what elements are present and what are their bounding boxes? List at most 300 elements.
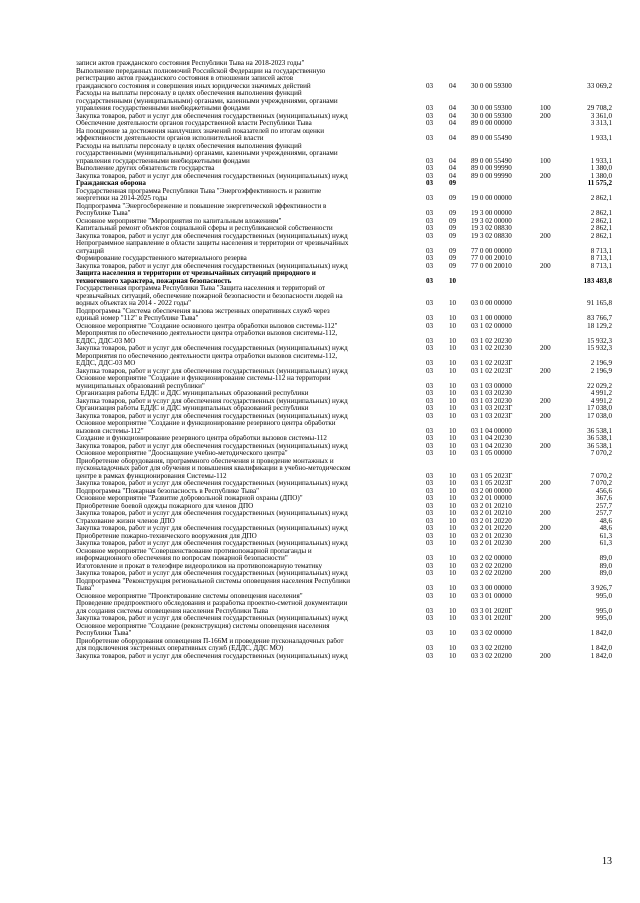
row-amount: 1 842,0 xyxy=(590,629,612,637)
row-name: Основное мероприятие "Развитие добровольной пожарной охраны (ДПО)" xyxy=(76,495,303,502)
row-target-article: 89 0 00 99990 xyxy=(471,171,512,180)
row-section: 03 xyxy=(426,584,434,592)
row-target-article: 03 2 02 00000 xyxy=(471,554,512,562)
row-section: 03 xyxy=(426,156,434,165)
row-subsection: 10 xyxy=(449,471,457,480)
row-amount: 36 538,1 xyxy=(587,434,612,442)
row-expense-type: 200 xyxy=(540,614,551,622)
row-name: Закупка товаров, работ и услуг для обеспечения государственных (муниципальных) нужд xyxy=(76,652,348,660)
row-expense-type: 200 xyxy=(540,231,551,240)
row-name: Основное мероприятие "Совершенствование противопожарной пропаганды и xyxy=(76,547,312,555)
row-subsection: 04 xyxy=(449,119,457,127)
table-row xyxy=(0,188,640,196)
row-name: Государственная программа Республики Тыва "Энергоэффективность и развитие xyxy=(76,187,322,195)
row-section: 03 xyxy=(426,366,434,375)
row-subsection: 04 xyxy=(449,111,457,120)
table-row xyxy=(0,510,640,518)
row-subsection: 10 xyxy=(449,561,457,570)
row-section: 03 xyxy=(426,314,434,322)
row-section: 03 xyxy=(426,231,434,240)
row-section: 03 xyxy=(426,561,434,570)
row-name: ситуаций xyxy=(76,247,104,255)
row-section: 03 xyxy=(426,471,434,480)
row-section: 03 xyxy=(426,209,434,217)
row-name: Закупка товаров, работ и услуг для обеспечения государственных (муниципальных) нужд xyxy=(76,232,348,240)
row-name: Закупка товаров, работ и услуг для обеспечения государственных (муниципальных) нужд xyxy=(76,615,348,622)
row-target-article: 03 3 01 2020Г xyxy=(471,614,513,622)
row-name: Основное мероприятие "Создание и функционирование системы-112 на территории xyxy=(76,375,331,382)
row-amount: 2 862,1 xyxy=(590,216,612,225)
row-target-article: 89 0 00 00000 xyxy=(471,119,512,127)
row-name: Закупка товаров, работ и услуг для обеспечения государственных (муниципальных) нужд xyxy=(76,172,348,180)
row-target-article: 03 3 02 00000 xyxy=(471,629,512,637)
row-name: Закупка товаров, работ и услуг для обеспечения государственных (муниципальных) нужд xyxy=(76,412,348,420)
row-subsection: 10 xyxy=(449,606,457,615)
table-row xyxy=(0,218,640,226)
row-amount: 1 933,1 xyxy=(590,134,612,142)
row-name: Основное мероприятие "Создание основного центра обработки вызовов системы-112" xyxy=(76,322,338,330)
row-expense-type: 200 xyxy=(540,569,551,577)
row-amount: 2 196,9 xyxy=(590,359,612,367)
row-name: Приобретение боевой одежды пожарного для членов ДПО xyxy=(76,502,254,510)
row-subsection: 10 xyxy=(449,651,457,660)
row-amount: 257,7 xyxy=(596,501,612,510)
row-subsection: 10 xyxy=(449,321,457,330)
row-expense-type: 100 xyxy=(540,104,551,112)
row-target-article: 19 0 00 00000 xyxy=(471,194,512,202)
row-name: Организация работы ЕДДС и ДДС муниципальных образований республики xyxy=(76,405,309,412)
table-row xyxy=(0,323,640,331)
row-subsection: 09 xyxy=(449,179,457,187)
row-amount: 33 069,2 xyxy=(587,81,612,90)
row-name: Закупка товаров, работ и услуг для обеспечения государственных (муниципальных) нужд xyxy=(76,480,348,487)
table-row xyxy=(0,315,640,323)
row-section: 03 xyxy=(426,224,434,232)
row-name: Основное мероприятие "Дооснащение учебно-методического центра" xyxy=(76,450,288,457)
table-row xyxy=(0,353,640,361)
row-name: Расходы на выплаты персоналу в целях обеспечения выполнения функций xyxy=(76,142,302,150)
table-row xyxy=(0,593,640,601)
row-subsection: 10 xyxy=(449,449,457,457)
row-subsection: 10 xyxy=(449,336,457,345)
row-target-article: 03 1 04 00000 xyxy=(471,426,512,435)
row-expense-type: 200 xyxy=(540,524,551,532)
row-name: энергетики на 2014-2025 годы xyxy=(76,195,168,202)
row-expense-type: 200 xyxy=(540,441,551,450)
row-subsection: 10 xyxy=(449,276,457,285)
table-row xyxy=(0,585,640,593)
row-subsection: 04 xyxy=(449,81,457,90)
row-amount: 48,6 xyxy=(599,516,612,525)
row-target-article: 03 1 04 20230 xyxy=(471,441,512,450)
row-amount: 456,6 xyxy=(596,486,612,495)
row-subsection: 09 xyxy=(449,246,457,255)
row-expense-type: 200 xyxy=(540,539,551,547)
table-row xyxy=(0,120,640,128)
row-amount: 89,0 xyxy=(599,554,612,562)
row-section: 03 xyxy=(426,531,434,540)
row-subsection: 10 xyxy=(449,479,457,487)
table-row xyxy=(0,263,640,271)
row-target-article: 03 1 03 20230 xyxy=(471,389,512,397)
row-subsection: 10 xyxy=(449,516,457,525)
row-section: 03 xyxy=(426,164,434,172)
row-section: 03 xyxy=(426,179,434,187)
row-target-article: 03 3 00 00000 xyxy=(471,584,512,592)
table-row xyxy=(0,600,640,608)
row-target-article: 03 2 01 20210 xyxy=(471,501,512,510)
row-section: 03 xyxy=(426,441,434,450)
table-row xyxy=(0,653,640,661)
row-target-article: 03 1 04 20230 xyxy=(471,434,512,442)
row-name: единый номер "112" в Республике Тыва" xyxy=(76,315,199,322)
row-subsection: 10 xyxy=(449,441,457,450)
row-section: 03 xyxy=(426,381,434,390)
table-row xyxy=(0,488,640,496)
table-row xyxy=(0,195,640,203)
table-row xyxy=(0,113,640,121)
row-name: Основное мероприятие "Проектирование системы оповещения населения" xyxy=(76,592,303,600)
row-expense-type: 200 xyxy=(540,366,551,375)
row-name: Подпрограмма "Энергосбережение и повышение энергетической эффективности в xyxy=(76,202,327,210)
row-name: Капитальный ремонт объектов социальной сферы и республиканской собственности xyxy=(76,225,333,232)
row-name: ЕДДС, ДДС-03 МО xyxy=(76,360,136,367)
row-amount: 7 070,2 xyxy=(590,471,612,480)
row-name: управления государственными внебюджетными фондами xyxy=(76,157,250,165)
row-amount: 61,3 xyxy=(599,539,612,547)
table-row xyxy=(0,443,640,451)
row-name: Организация работы ЕДДС и ДДС муниципальных образований республики xyxy=(76,390,309,397)
row-section: 03 xyxy=(426,254,434,262)
row-expense-type: 200 xyxy=(540,411,551,420)
row-amount: 89,0 xyxy=(599,569,612,577)
row-subsection: 09 xyxy=(449,261,457,270)
row-name: Проведение предпроектного обследования и разработка проектно-сметной документации xyxy=(76,600,348,607)
row-expense-type: 200 xyxy=(540,651,551,660)
row-target-article: 03 1 02 2023Г xyxy=(471,366,513,375)
row-target-article: 30 0 00 59300 xyxy=(471,81,512,90)
row-expense-type: 200 xyxy=(540,344,551,352)
row-section: 03 xyxy=(426,299,434,307)
table-row xyxy=(0,180,640,188)
row-subsection: 09 xyxy=(449,209,457,217)
row-amount: 995,0 xyxy=(596,591,612,600)
row-subsection: 10 xyxy=(449,501,457,510)
row-name: Создание и функционирование резервного центра обработки вызовов системы-112 xyxy=(76,435,327,442)
row-name: муниципальных образований республики" xyxy=(76,382,205,390)
table-row xyxy=(0,638,640,646)
table-row xyxy=(0,540,640,548)
row-target-article: 30 0 00 59300 xyxy=(471,104,512,112)
row-name: центре в рамках функционирования Системы-112 xyxy=(76,472,227,480)
table-row xyxy=(0,68,640,76)
row-target-article: 03 3 01 00000 xyxy=(471,591,512,600)
row-target-article: 03 0 00 00000 xyxy=(471,299,512,307)
row-amount: 1 842,0 xyxy=(590,644,612,652)
row-subsection: 09 xyxy=(449,231,457,240)
table-row xyxy=(0,83,640,91)
row-section: 03 xyxy=(426,104,434,112)
row-subsection: 10 xyxy=(449,314,457,322)
row-expense-type: 200 xyxy=(540,509,551,517)
row-section: 03 xyxy=(426,194,434,202)
row-section: 03 xyxy=(426,261,434,270)
row-section: 03 xyxy=(426,336,434,345)
row-target-article: 03 1 02 20230 xyxy=(471,336,512,345)
row-amount: 1 380,0 xyxy=(590,171,612,180)
row-target-article: 03 2 01 20210 xyxy=(471,509,512,517)
table-row xyxy=(0,285,640,293)
row-name: водных объектах на 2014 - 2022 годы" xyxy=(76,300,192,307)
row-subsection: 10 xyxy=(449,396,457,405)
row-amount: 8 713,1 xyxy=(590,246,612,255)
row-amount: 48,6 xyxy=(599,524,612,532)
table-row xyxy=(0,308,640,316)
row-target-article: 03 1 05 00000 xyxy=(471,449,512,457)
table-row xyxy=(0,450,640,458)
row-subsection: 04 xyxy=(449,134,457,142)
row-name: Приобретение оборудования, программного обеспечения и проведение монтажных и xyxy=(76,457,334,465)
row-amount: 7 070,2 xyxy=(590,449,612,457)
row-target-article: 03 2 00 00000 xyxy=(471,486,512,495)
row-section: 03 xyxy=(426,524,434,532)
table-row xyxy=(0,203,640,211)
row-name: регистрацию актов гражданского состояния в отношении записей актов xyxy=(76,75,294,82)
row-section: 03 xyxy=(426,509,434,517)
row-amount: 995,0 xyxy=(596,614,612,622)
row-amount: 3 361,0 xyxy=(590,111,612,120)
row-amount: 89,0 xyxy=(599,561,612,570)
row-subsection: 10 xyxy=(449,629,457,637)
table-row xyxy=(0,480,640,488)
table-row xyxy=(0,570,640,578)
row-name: записи актов гражданского состояния Республики Тыва на 2018-2023 годы" xyxy=(76,60,305,67)
row-name: Закупка товаров, работ и услуг для обеспечения государственных (муниципальных) нужд xyxy=(76,525,348,532)
row-target-article: 03 2 01 20220 xyxy=(471,524,512,532)
row-name: для подключения экстренных оперативных служб (ЕДДС, ДДС МО) xyxy=(76,645,284,652)
row-expense-type: 200 xyxy=(540,171,551,180)
table-row xyxy=(0,75,640,83)
table-row xyxy=(0,248,640,256)
table-row xyxy=(0,300,640,308)
table-row xyxy=(0,398,640,406)
row-subsection: 09 xyxy=(449,216,457,225)
row-target-article: 89 0 00 55490 xyxy=(471,134,512,142)
row-subsection: 10 xyxy=(449,584,457,592)
table-row xyxy=(0,173,640,181)
row-subsection: 10 xyxy=(449,411,457,420)
table-row xyxy=(0,375,640,383)
row-target-article: 77 0 00 20010 xyxy=(471,254,512,262)
row-amount: 1 380,0 xyxy=(590,164,612,172)
row-target-article: 03 2 01 00000 xyxy=(471,494,512,502)
row-target-article: 03 1 02 00000 xyxy=(471,321,512,330)
row-section: 03 xyxy=(426,554,434,562)
row-amount: 29 708,2 xyxy=(587,104,612,112)
row-target-article: 19 3 00 00000 xyxy=(471,209,512,217)
row-target-article: 03 2 01 20220 xyxy=(471,516,512,525)
row-name: Изготовление и прокат в телеэфире видеороликов на противопожарную тематику xyxy=(76,562,323,570)
row-name: Гражданская оборона xyxy=(76,180,146,187)
row-amount: 367,6 xyxy=(596,494,612,502)
row-name: Подпрограмма "Пожарная безопасность в Республике Тыва" xyxy=(76,487,260,495)
row-section: 03 xyxy=(426,501,434,510)
row-amount: 17 038,0 xyxy=(587,411,612,420)
table-row xyxy=(0,615,640,623)
row-section: 03 xyxy=(426,539,434,547)
row-name: для создания системы оповещения населения Республики Тыва xyxy=(76,607,269,615)
table-row xyxy=(0,240,640,248)
row-section: 03 xyxy=(426,171,434,180)
row-subsection: 10 xyxy=(449,404,457,412)
row-name: Закупка товаров, работ и услуг для обеспечения государственных (муниципальных) нужд xyxy=(76,570,348,577)
row-amount: 257,7 xyxy=(596,509,612,517)
row-name: Мероприятия по обеспечению деятельности центра отработки вызовов сиситемы-112, xyxy=(76,330,338,337)
row-section: 03 xyxy=(426,404,434,412)
table-row xyxy=(0,548,640,556)
row-amount: 2 862,1 xyxy=(590,194,612,202)
budget-table xyxy=(0,60,640,660)
row-target-article: 03 3 01 2020Г xyxy=(471,606,513,615)
row-section: 03 xyxy=(426,359,434,367)
row-expense-type: 200 xyxy=(540,479,551,487)
row-name: Закупка товаров, работ и услуг для обеспечения государственных (муниципальных) нужд xyxy=(76,510,348,517)
table-row xyxy=(0,233,640,241)
table-row xyxy=(0,128,640,136)
row-subsection: 10 xyxy=(449,426,457,435)
row-section: 03 xyxy=(426,119,434,127)
row-amount: 22 029,2 xyxy=(587,381,612,390)
row-target-article: 03 1 00 00000 xyxy=(471,314,512,322)
row-target-article: 03 1 02 2023Г xyxy=(471,359,513,367)
row-target-article: 03 2 02 20200 xyxy=(471,569,512,577)
row-amount: 995,0 xyxy=(596,606,612,615)
table-row xyxy=(0,210,640,218)
row-section: 03 xyxy=(426,216,434,225)
row-section: 03 xyxy=(426,426,434,435)
row-target-article: 03 3 02 20200 xyxy=(471,644,512,652)
row-expense-type: 200 xyxy=(540,111,551,120)
row-subsection: 09 xyxy=(449,224,457,232)
row-amount: 83 766,7 xyxy=(587,314,612,322)
row-subsection: 10 xyxy=(449,591,457,600)
row-target-article: 19 3 02 08830 xyxy=(471,231,512,240)
row-section: 03 xyxy=(426,606,434,615)
table-row xyxy=(0,525,640,533)
row-name: техногенного характера, пожарная безопасность xyxy=(76,277,232,285)
row-name: Закупка товаров, работ и услуг для обеспечения государственных (муниципальных) нужд xyxy=(76,442,348,450)
row-name: Подпрограмма "Система обеспечения вызова экстренных оперативных служб через xyxy=(76,307,330,315)
row-name: вызовов системы-112" xyxy=(76,427,144,435)
row-subsection: 10 xyxy=(449,524,457,532)
table-row xyxy=(0,578,640,586)
page-number: 13 xyxy=(602,856,612,867)
row-target-article: 03 1 03 2023Г xyxy=(471,411,513,420)
row-section: 03 xyxy=(426,111,434,120)
row-target-article: 89 0 00 99990 xyxy=(471,164,512,172)
row-section: 03 xyxy=(426,134,434,142)
row-subsection: 09 xyxy=(449,194,457,202)
table-row xyxy=(0,270,640,278)
row-target-article: 03 2 01 20230 xyxy=(471,539,512,547)
row-amount: 15 932,3 xyxy=(587,336,612,345)
table-row xyxy=(0,143,640,151)
row-amount: 3 926,7 xyxy=(590,584,612,592)
table-row xyxy=(0,383,640,391)
row-section: 03 xyxy=(426,276,434,285)
row-name: Защита населения и территории от чрезвычайных ситуаций природного и xyxy=(76,270,316,277)
row-name: Государственная программа Республики Тыва "Защита населения и территорий от xyxy=(76,285,326,292)
table-row xyxy=(0,458,640,466)
table-row xyxy=(0,60,640,68)
table-row xyxy=(0,420,640,428)
row-name: Приобретение пожарно-технического вооружения для ДПО xyxy=(76,532,257,540)
row-amount: 2 862,1 xyxy=(590,209,612,217)
row-name: информационного обеспечения по вопросам пожарной безопасности" xyxy=(76,555,288,562)
row-target-article: 03 2 01 20230 xyxy=(471,531,512,540)
row-subsection: 10 xyxy=(449,389,457,397)
row-name: эффективности деятельности органов исполнительной власти xyxy=(76,135,264,142)
row-amount: 183 483,8 xyxy=(583,276,612,285)
row-expense-type: 200 xyxy=(540,396,551,405)
table-row xyxy=(0,330,640,338)
row-name: Подпрограмма "Реконструкция региональной системы оповещения населения Республики xyxy=(76,577,350,585)
table-row xyxy=(0,465,640,473)
row-subsection: 10 xyxy=(449,486,457,495)
row-name: Приобретение оборудования оповещения П-166М и проведение пусконаладочных работ xyxy=(76,637,344,645)
row-name: гражданского состояния и совершения иных юридически значимых действий xyxy=(76,82,311,90)
row-target-article: 03 1 03 2023Г xyxy=(471,404,513,412)
row-amount: 1 933,1 xyxy=(590,156,612,165)
table-row xyxy=(0,623,640,631)
row-section: 03 xyxy=(426,479,434,487)
row-target-article: 03 1 05 2023Г xyxy=(471,471,513,480)
row-subsection: 10 xyxy=(449,381,457,390)
row-name: Закупка товаров, работ и услуг для обеспечения государственных (муниципальных) нужд xyxy=(76,367,348,375)
row-amount: 7 070,2 xyxy=(590,479,612,487)
row-name: Основное мероприятие "Мероприятия по капитальным вложениям" xyxy=(76,217,282,225)
row-target-article: 03 2 02 20200 xyxy=(471,561,512,570)
table-row xyxy=(0,413,640,421)
row-target-article: 77 0 00 00000 xyxy=(471,246,512,255)
row-section: 03 xyxy=(426,449,434,457)
row-name: чрезвычайных ситуаций, обеспечение пожарной безопасности и безопасности людей на xyxy=(76,292,343,300)
row-target-article: 19 3 02 00000 xyxy=(471,216,512,225)
row-subsection: 04 xyxy=(449,171,457,180)
row-target-article: 03 1 05 2023Г xyxy=(471,479,513,487)
row-section: 03 xyxy=(426,644,434,652)
row-name: Тыва" xyxy=(76,585,95,592)
table-row xyxy=(0,368,640,376)
row-subsection: 10 xyxy=(449,344,457,352)
row-section: 03 xyxy=(426,389,434,397)
row-amount: 4 991,2 xyxy=(590,396,612,405)
row-section: 03 xyxy=(426,591,434,600)
row-section: 03 xyxy=(426,516,434,525)
row-name: Страхование жизни членов ДПО xyxy=(76,517,175,525)
row-subsection: 04 xyxy=(449,156,457,165)
row-name: государственными (муниципальными) органами, казенными учреждениями, органами xyxy=(76,97,338,105)
row-name: Непрограммное направление в области защиты населения и территории от чрезвычайных xyxy=(76,240,349,247)
row-name: Мероприятия по обеспечению деятельности центра отработки вызовов сиситемы-112, xyxy=(76,352,338,360)
row-target-article: 03 1 02 20230 xyxy=(471,344,512,352)
row-name: ЕДДС, ДДС-03 МО xyxy=(76,337,136,345)
row-subsection: 10 xyxy=(449,614,457,622)
row-subsection: 10 xyxy=(449,539,457,547)
table-row xyxy=(0,428,640,436)
row-amount: 11 575,2 xyxy=(587,179,612,187)
row-section: 03 xyxy=(426,396,434,405)
